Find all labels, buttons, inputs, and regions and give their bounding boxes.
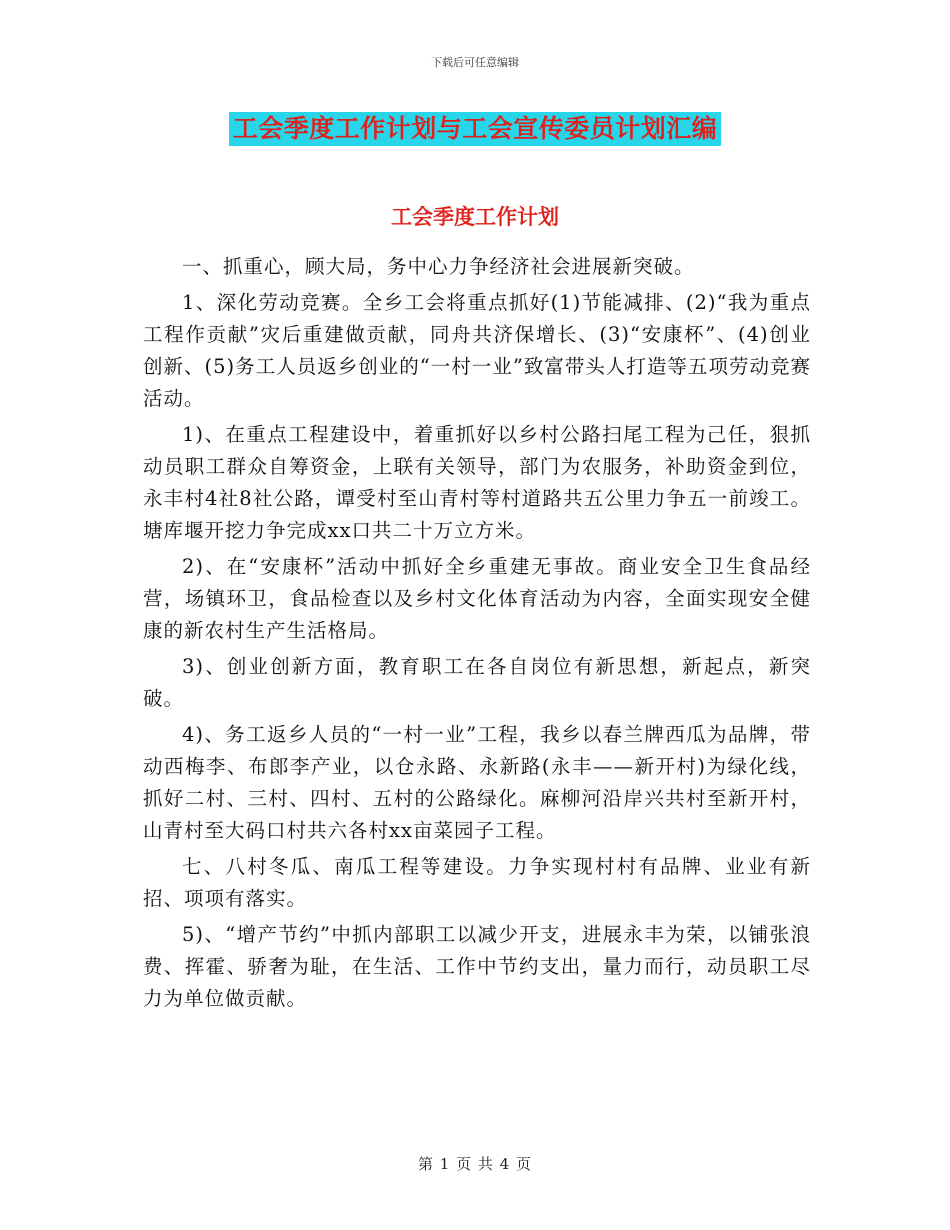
paragraph: 4)、务工返乡人员的“一村一业”工程，我乡以春兰牌西瓜为品牌，带动西梅李、布郎李产业，以仓永路、永新路(永丰——新开村)为绿化线，抓好二村、三村、四村、五村的公路绿化。麻柳河沿岸兴共村至新开村，山青村至大码口村共六各村xx亩菜园子工程。 [143, 723, 811, 842]
document-title: 工会季度工作计划与工会宣传委员计划汇编 [229, 112, 722, 146]
paragraph: 1、深化劳动竞赛。全乡工会将重点抓好(1)节能减排、(2)“我为重点工程作贡献”灾后重建做贡献，同舟共济保增长、(3)“安康杯”、(4)创业创新、(5)务工人员返乡创业的“一村一业”致富带头人打造等五项劳动竞赛活动。 [143, 291, 811, 410]
paragraph: 一、抓重心，顾大局，务中心力争经济社会进展新突破。 [182, 255, 695, 278]
section-title: 工会季度工作计划 [391, 204, 559, 229]
paragraph: 3)、创业创新方面，教育职工在各自岗位有新思想，新起点，新突破。 [143, 655, 811, 710]
paragraph: 七、八村冬瓜、南瓜工程等建设。力争实现村村有品牌、业业有新招、项项有落实。 [143, 855, 811, 910]
main-title-wrap [0, 112, 950, 146]
paragraph: 2)、在“安康杯”活动中抓好全乡重建无事故。商业安全卫生食品经营，场镇环卫，食品检查以及乡村文化体育活动为内容，全面实现安全健康的新农村生产生活格局。 [143, 555, 811, 642]
paragraph: 1)、在重点工程建设中，着重抓好以乡村公路扫尾工程为己任，狠抓动员职工群众自筹资金，上联有关领导，部门为农服务，补助资金到位，永丰村4社8社公路，谭受村至山青村等村道路共五公里力争五一前竣工。塘库堰开挖力争完成xx口共二十万立方米。 [143, 423, 811, 542]
paragraph: 5)、“增产节约”中抓内部职工以减少开支，进展永丰为荣，以铺张浪费、挥霍、骄奢为耻，在生活、工作中节约支出，量力而行，动员职工尽力为单位做贡献。 [143, 923, 811, 1010]
header-note: 下载后可任意编辑 [431, 56, 519, 69]
document-body [143, 251, 811, 1019]
page-footer: 第 1 页 共 4 页 [418, 1155, 532, 1173]
